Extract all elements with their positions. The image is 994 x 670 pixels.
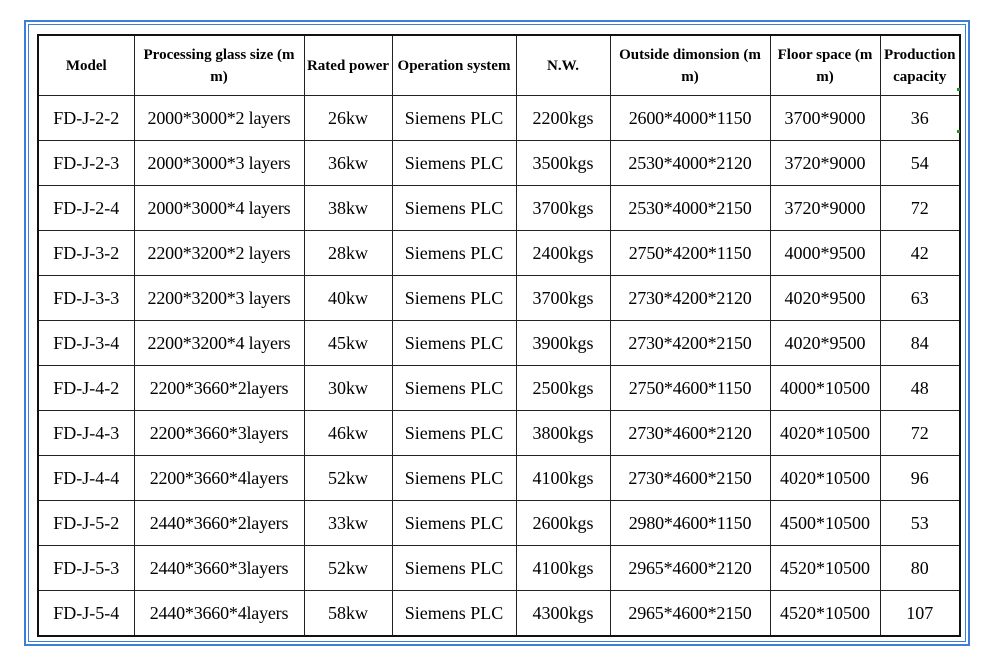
- table-row: [38, 366, 960, 411]
- cell-rated-power: 28kw: [304, 231, 392, 276]
- cell-production-capacity: 54: [880, 141, 960, 186]
- cell-outside-dimension: 2730*4200*2150: [610, 321, 770, 366]
- cell-outside-dimension: 2730*4600*2150: [610, 456, 770, 501]
- cell-floor-space: 4020*9500: [770, 276, 880, 321]
- cell-processing-glass-size: 2440*3660*2layers: [134, 501, 304, 546]
- cell-production-capacity: 107: [880, 591, 960, 637]
- cell-model: FD-J-4-4: [38, 456, 134, 501]
- header-rated-power: Rated power: [304, 35, 392, 96]
- header-row: [38, 35, 960, 96]
- cell-outside-dimension: 2530*4000*2120: [610, 141, 770, 186]
- cell-rated-power: 52kw: [304, 456, 392, 501]
- cell-floor-space: 4000*10500: [770, 366, 880, 411]
- cell-operation-system: Siemens PLC: [392, 546, 516, 591]
- cell-processing-glass-size: 2200*3660*3layers: [134, 411, 304, 456]
- spec-table-container: [37, 34, 959, 637]
- cell-model: FD-J-5-3: [38, 546, 134, 591]
- cell-production-capacity: 80: [880, 546, 960, 591]
- cell-model: FD-J-4-3: [38, 411, 134, 456]
- cell-processing-glass-size: 2000*3000*4 layers: [134, 186, 304, 231]
- cell-operation-system: Siemens PLC: [392, 501, 516, 546]
- cell-operation-system: Siemens PLC: [392, 411, 516, 456]
- cell-operation-system: Siemens PLC: [392, 456, 516, 501]
- table-row: [38, 321, 960, 366]
- cell-model: FD-J-3-3: [38, 276, 134, 321]
- table-row: [38, 501, 960, 546]
- cell-floor-space: 4020*9500: [770, 321, 880, 366]
- header-production-capacity: Production capacity: [880, 35, 960, 96]
- cell-model: FD-J-5-4: [38, 591, 134, 637]
- cell-rated-power: 58kw: [304, 591, 392, 637]
- cell-outside-dimension: 2980*4600*1150: [610, 501, 770, 546]
- cell-net-weight: 4100kgs: [516, 546, 610, 591]
- cell-production-capacity: 72: [880, 186, 960, 231]
- cell-floor-space: 3700*9000: [770, 96, 880, 141]
- cell-processing-glass-size: 2000*3000*2 layers: [134, 96, 304, 141]
- cell-operation-system: Siemens PLC: [392, 276, 516, 321]
- green-corner-mark: [957, 88, 960, 91]
- cell-net-weight: 3900kgs: [516, 321, 610, 366]
- cell-model: FD-J-2-3: [38, 141, 134, 186]
- cell-model: FD-J-2-2: [38, 96, 134, 141]
- table-row: [38, 141, 960, 186]
- cell-floor-space: 4020*10500: [770, 411, 880, 456]
- table-row: [38, 546, 960, 591]
- cell-processing-glass-size: 2000*3000*3 layers: [134, 141, 304, 186]
- cell-net-weight: 2400kgs: [516, 231, 610, 276]
- cell-production-capacity: 63: [880, 276, 960, 321]
- header-processing-glass-size: Processing glass size (mm): [134, 35, 304, 96]
- cell-outside-dimension: 2750*4200*1150: [610, 231, 770, 276]
- cell-rated-power: 26kw: [304, 96, 392, 141]
- cell-operation-system: Siemens PLC: [392, 96, 516, 141]
- cell-rated-power: 33kw: [304, 501, 392, 546]
- header-net-weight: N.W.: [516, 35, 610, 96]
- cell-rated-power: 30kw: [304, 366, 392, 411]
- cell-floor-space: 4020*10500: [770, 456, 880, 501]
- cell-net-weight: 3700kgs: [516, 276, 610, 321]
- table-body: [38, 96, 960, 637]
- cell-outside-dimension: 2730*4200*2120: [610, 276, 770, 321]
- cell-production-capacity: 96: [880, 456, 960, 501]
- header-floor-space: Floor space (mm): [770, 35, 880, 96]
- cell-outside-dimension: 2965*4600*2150: [610, 591, 770, 637]
- cell-net-weight: 4100kgs: [516, 456, 610, 501]
- cell-outside-dimension: 2530*4000*2150: [610, 186, 770, 231]
- header-model: Model: [38, 35, 134, 96]
- cell-production-capacity: 48: [880, 366, 960, 411]
- cell-net-weight: 2500kgs: [516, 366, 610, 411]
- table-row: [38, 456, 960, 501]
- cell-model: FD-J-5-2: [38, 501, 134, 546]
- cell-processing-glass-size: 2200*3200*2 layers: [134, 231, 304, 276]
- cell-floor-space: 3720*9000: [770, 186, 880, 231]
- cell-rated-power: 36kw: [304, 141, 392, 186]
- cell-outside-dimension: 2600*4000*1150: [610, 96, 770, 141]
- cell-net-weight: 2200kgs: [516, 96, 610, 141]
- cell-processing-glass-size: 2200*3200*4 layers: [134, 321, 304, 366]
- cell-outside-dimension: 2965*4600*2120: [610, 546, 770, 591]
- cell-processing-glass-size: 2440*3660*3layers: [134, 546, 304, 591]
- cell-operation-system: Siemens PLC: [392, 231, 516, 276]
- cell-operation-system: Siemens PLC: [392, 186, 516, 231]
- cell-floor-space: 3720*9000: [770, 141, 880, 186]
- cell-operation-system: Siemens PLC: [392, 366, 516, 411]
- cell-operation-system: Siemens PLC: [392, 321, 516, 366]
- cell-rated-power: 40kw: [304, 276, 392, 321]
- cell-production-capacity: 42: [880, 231, 960, 276]
- table-row: [38, 276, 960, 321]
- cell-operation-system: Siemens PLC: [392, 591, 516, 637]
- cell-net-weight: 4300kgs: [516, 591, 610, 637]
- green-corner-mark: [957, 130, 960, 133]
- cell-net-weight: 3500kgs: [516, 141, 610, 186]
- cell-floor-space: 4520*10500: [770, 591, 880, 637]
- table-row: [38, 186, 960, 231]
- cell-model: FD-J-4-2: [38, 366, 134, 411]
- table-row: [38, 96, 960, 141]
- cell-net-weight: 2600kgs: [516, 501, 610, 546]
- cell-production-capacity: 36: [880, 96, 960, 141]
- cell-floor-space: 4520*10500: [770, 546, 880, 591]
- spec-table: [37, 34, 961, 637]
- cell-floor-space: 4000*9500: [770, 231, 880, 276]
- cell-outside-dimension: 2750*4600*1150: [610, 366, 770, 411]
- cell-model: FD-J-3-2: [38, 231, 134, 276]
- cell-production-capacity: 53: [880, 501, 960, 546]
- cell-net-weight: 3700kgs: [516, 186, 610, 231]
- header-operation-system: Operation system: [392, 35, 516, 96]
- cell-processing-glass-size: 2440*3660*4layers: [134, 591, 304, 637]
- cell-rated-power: 45kw: [304, 321, 392, 366]
- cell-production-capacity: 72: [880, 411, 960, 456]
- cell-model: FD-J-2-4: [38, 186, 134, 231]
- cell-floor-space: 4500*10500: [770, 501, 880, 546]
- cell-operation-system: Siemens PLC: [392, 141, 516, 186]
- header-outside-dimension: Outside dimonsion (mm): [610, 35, 770, 96]
- table-row: [38, 591, 960, 637]
- cell-model: FD-J-3-4: [38, 321, 134, 366]
- table-row: [38, 411, 960, 456]
- cell-processing-glass-size: 2200*3200*3 layers: [134, 276, 304, 321]
- cell-outside-dimension: 2730*4600*2120: [610, 411, 770, 456]
- cell-production-capacity: 84: [880, 321, 960, 366]
- cell-rated-power: 38kw: [304, 186, 392, 231]
- cell-rated-power: 52kw: [304, 546, 392, 591]
- cell-net-weight: 3800kgs: [516, 411, 610, 456]
- table-row: [38, 231, 960, 276]
- cell-processing-glass-size: 2200*3660*4layers: [134, 456, 304, 501]
- cell-rated-power: 46kw: [304, 411, 392, 456]
- cell-processing-glass-size: 2200*3660*2layers: [134, 366, 304, 411]
